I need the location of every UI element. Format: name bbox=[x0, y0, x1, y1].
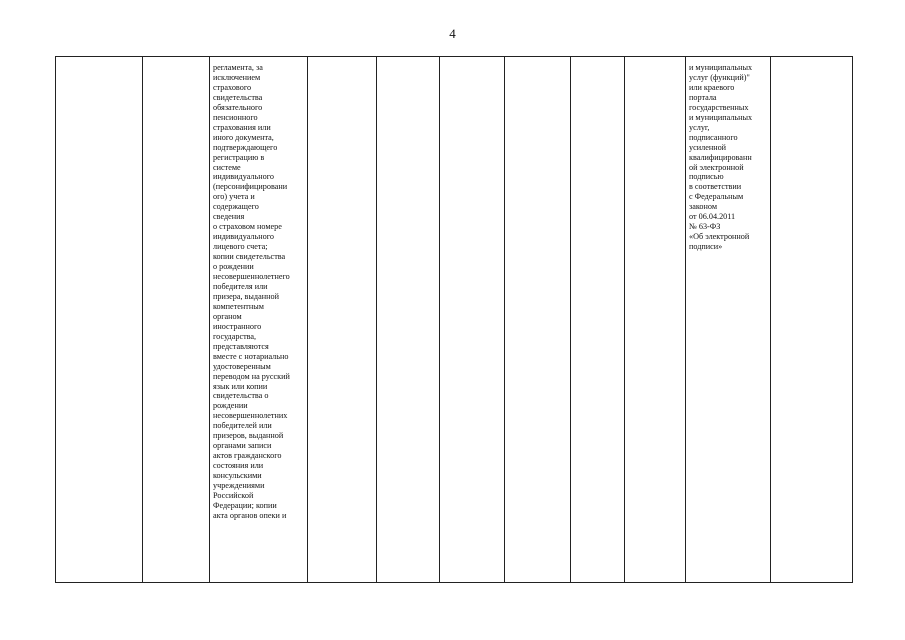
table-cell-col-5 bbox=[377, 57, 440, 583]
text-line: «Об электронной bbox=[689, 232, 750, 242]
text-line: призеров, выданной bbox=[213, 431, 284, 441]
text-line: или краевого bbox=[689, 82, 735, 92]
text-line: государственных bbox=[689, 102, 749, 112]
text-line: несовершеннолетнего bbox=[213, 272, 290, 282]
text-line: лицевого счета; bbox=[213, 242, 268, 252]
text-line: и муниципальных bbox=[689, 112, 753, 122]
text-line: удостоверенным bbox=[213, 361, 271, 371]
document-table bbox=[55, 56, 853, 583]
text-line: пенсионного bbox=[213, 112, 258, 122]
text-line: подтверждающего bbox=[213, 142, 278, 152]
page-number: 4 bbox=[449, 26, 456, 41]
text-line: услуг (функций)" bbox=[689, 72, 750, 82]
text-line: сведения bbox=[213, 212, 245, 222]
text-line: о рождении bbox=[213, 262, 254, 272]
text-line: квалифицированн bbox=[689, 152, 752, 162]
text-line: подписи» bbox=[689, 242, 723, 252]
text-line: состояния или bbox=[213, 461, 264, 471]
text-line: органом bbox=[213, 311, 242, 321]
text-line: регламента, за bbox=[213, 63, 263, 72]
text-line: Федерации; копии bbox=[213, 500, 277, 510]
text-line: компетентным bbox=[213, 301, 264, 311]
text-line: иного документа, bbox=[213, 132, 274, 142]
text-line: с Федеральным bbox=[689, 192, 744, 202]
text-line: системе bbox=[213, 162, 241, 172]
table-cell-col-9 bbox=[625, 57, 686, 583]
table-cell-col-10 bbox=[686, 57, 771, 583]
text-line: страхования или bbox=[213, 122, 271, 132]
text-line: победителя или bbox=[213, 281, 268, 291]
text-line: рождении bbox=[213, 401, 248, 411]
text-line: содержащего bbox=[213, 202, 259, 212]
text-line: обязательного bbox=[213, 102, 263, 112]
text-line: (персонифицировани bbox=[213, 182, 288, 192]
text-line: законом bbox=[689, 202, 718, 212]
text-line: ого) учета и bbox=[213, 192, 255, 202]
text-line: учреждениями bbox=[213, 481, 265, 491]
text-line: вместе с нотариально bbox=[213, 351, 289, 361]
text-line: иностранного bbox=[213, 321, 262, 331]
document-requirements-text bbox=[210, 57, 307, 521]
text-line: свидетельства bbox=[213, 92, 263, 102]
text-line: индивидуального bbox=[213, 232, 274, 242]
text-line: исключением bbox=[213, 72, 261, 82]
text-line: портала bbox=[689, 92, 717, 102]
text-line: победителей или bbox=[213, 421, 272, 431]
table-cell-col-4 bbox=[308, 57, 377, 583]
text-line: услуг, bbox=[689, 122, 710, 132]
text-line: органами записи bbox=[213, 441, 272, 451]
table-cell-col-3 bbox=[210, 57, 308, 583]
table-cell-col-7 bbox=[505, 57, 571, 583]
table-cell-col-2 bbox=[143, 57, 210, 583]
text-line: государства, bbox=[213, 331, 257, 341]
text-line: индивидуального bbox=[213, 172, 274, 182]
text-line: усиленной bbox=[689, 142, 727, 152]
text-line: призера, выданной bbox=[213, 291, 279, 301]
text-line: подписью bbox=[689, 172, 724, 182]
text-line: регистрацию в bbox=[213, 152, 265, 162]
text-line: страхового bbox=[213, 82, 252, 92]
table-row bbox=[56, 57, 853, 583]
text-line: язык или копии bbox=[213, 381, 268, 391]
electronic-signature-text bbox=[686, 57, 770, 252]
text-line: копии свидетельства bbox=[213, 252, 286, 262]
text-line: актов гражданского bbox=[213, 451, 282, 461]
text-line: от 06.04.2011 bbox=[689, 212, 736, 222]
text-line: о страховом номере bbox=[213, 222, 282, 232]
text-line: ой электронной bbox=[689, 162, 744, 172]
text-line: несовершеннолетних bbox=[213, 411, 288, 421]
text-line: переводом на русский bbox=[213, 371, 290, 381]
text-line: и муниципальных bbox=[689, 63, 753, 72]
table-cell-col-1 bbox=[56, 57, 143, 583]
text-line: акта органов опеки и bbox=[213, 510, 287, 520]
text-line: свидетельства о bbox=[213, 391, 269, 401]
text-line: в соответствии bbox=[689, 182, 742, 192]
text-line: представляются bbox=[213, 341, 269, 351]
text-line: подписанного bbox=[689, 132, 738, 142]
table-cell-col-11 bbox=[771, 57, 853, 583]
table-cell-col-8 bbox=[571, 57, 625, 583]
text-line: консульскими bbox=[213, 471, 262, 481]
text-line: Российской bbox=[213, 490, 254, 500]
table-cell-col-6 bbox=[440, 57, 505, 583]
text-line: № 63-ФЗ bbox=[689, 222, 721, 232]
